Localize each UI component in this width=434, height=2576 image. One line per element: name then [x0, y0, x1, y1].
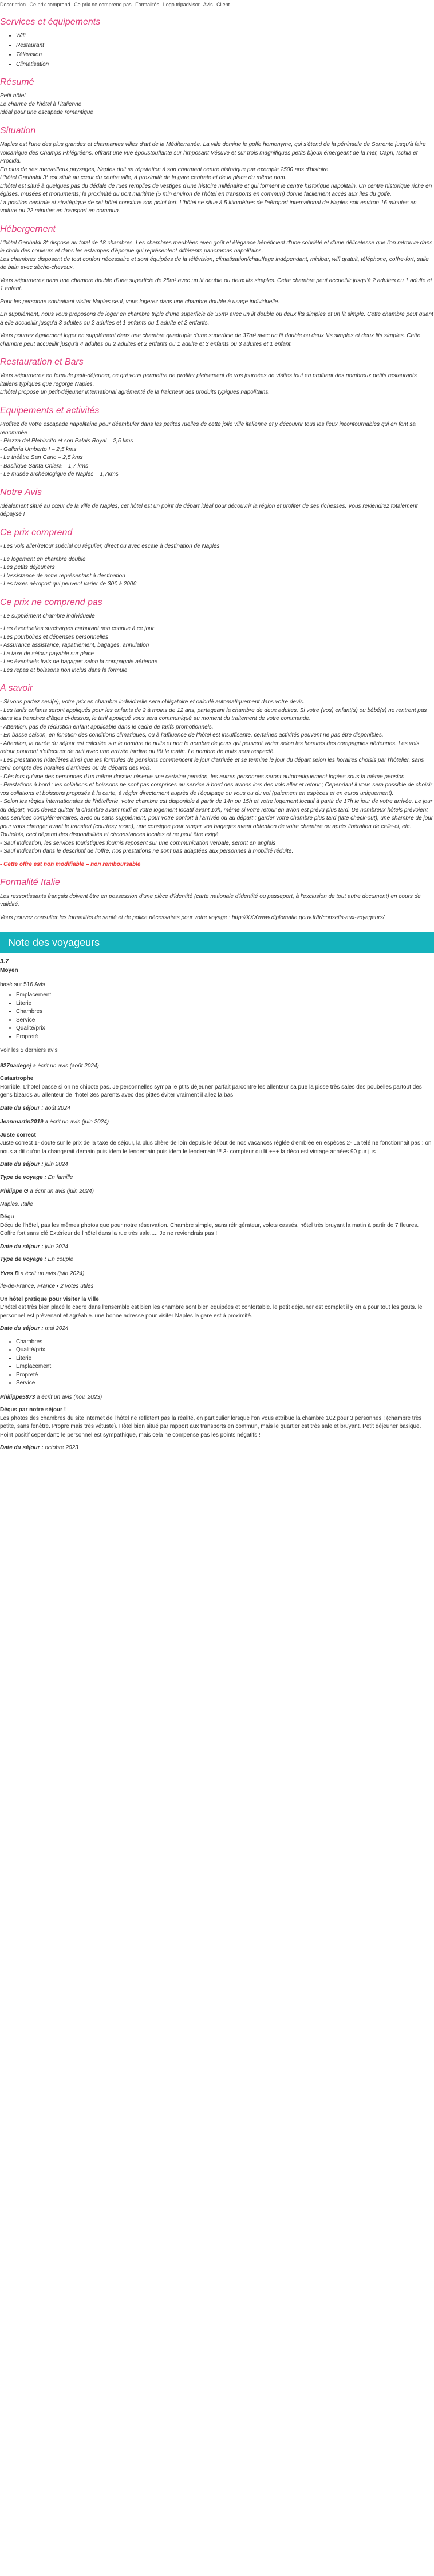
review-author: Philippe5873 — [0, 1394, 35, 1400]
list-item: - Galleria Umberto I – 2,5 kms — [0, 446, 77, 453]
stay-date: août 2024 — [45, 1105, 70, 1111]
non-refundable-warning: - Cette offre est non modifiable – non remboursable — [0, 861, 141, 868]
situation-title: Situation — [0, 125, 36, 136]
list-item: • Propreté — [16, 1371, 434, 1380]
list-item: - Le logement en chambre double — [0, 556, 86, 563]
trip-type-label: Type de voyage : — [0, 1256, 46, 1263]
resume-title: Résumé — [0, 77, 34, 88]
list-item: - Les tarifs enfants seront appliqués pour les enfants de 2 à moins de 12 ans, partageant la chambre de deux adultes. Si votre (vos) enfant(s) ou bébé(s) ne rentrent pas dans les tranches d'âges ci-dessus, le tarif appliqué vous sera communiqué au moment du traitement de votre commande. — [0, 707, 427, 722]
notre-avis-title: Notre Avis — [0, 487, 42, 497]
restauration-title: Restauration et Bars — [0, 357, 84, 367]
resume-line: Le charme de l'hôtel à l'italienne — [0, 101, 82, 108]
resume-line: Idéal pour une escapade romantique — [0, 109, 93, 116]
list-item: • Service — [16, 1379, 434, 1388]
trip-type: En couple — [48, 1256, 74, 1263]
equipements-title: Equipements et activités — [0, 405, 100, 416]
review-count: basé sur 516 Avis — [0, 981, 45, 988]
list-item: • Qualité/prix — [16, 1346, 434, 1355]
situation-text: La position centrale et stratégique de cet hôtel constitue son point fort. L'hôtel se situe à 5 kilomètres de l'aéroport international de Naples soit environ 16 minutes en voiture ou 22 minutes en transport en commun. — [0, 199, 417, 215]
situation-text: Naples est l'une des plus grandes et charmantes villes d'art de la Méditerranée. La ville domine le golfe homonyme, qui s'étend de la péninsule de Sorrente jusqu'à faire volcanique des Champs Phlégréens, offrant une vue époustouflante sur l'imposant Vésuve et sur trois magnifiques petits bijoux émergeant de la mer, Capri, Ischia et Procida. — [0, 141, 426, 165]
list-item: • Chambres — [16, 1008, 434, 1016]
list-item: - Les petits déjeuners — [0, 564, 55, 571]
review-author: Yves B — [0, 1270, 19, 1277]
list-item: - Les prestations hôtelières ainsi que les formules de pensions commencent le jour d'arrivée et se termine le jour du départ selon les horaires choisis par l'hôtelier, sans tenir compte des horaires d'arrivées ou de départs des vols. — [0, 757, 424, 772]
formalite-text[interactable]: Vous pouvez consulter les formalités de santé et de police nécessaires pour votre voyage : http://XXXwww.diplomatie.gouv.fr/fr/conseils-aux-voyageurs/ — [0, 914, 385, 921]
stay-label: Date du séjour : — [0, 1325, 44, 1332]
list-item: - Assurance assistance, rapatriement, bagages, annulation — [0, 642, 149, 649]
review-title: Catastrophe — [0, 1075, 34, 1082]
formalite-title: Formalité Italie — [0, 877, 60, 888]
review-card — [0, 1394, 434, 1453]
list-item: - Basilique Santa Chiara – 1,7 kms — [0, 462, 88, 469]
list-item: - Si vous partez seul(e), votre prix en chambre individuelle sera obligatoire et calculé automatiquement dans votre devis. — [0, 699, 305, 706]
list-item: • Chambres — [16, 1338, 434, 1347]
nav-avis[interactable]: Avis — [203, 2, 213, 7]
review-card — [0, 1118, 434, 1182]
review-body: Les photos des chambres du site internet de l'hôtel ne reflètent pas la réalité, en particulier lorsque l'on vous attribue la chambre 102 pour 3 personnes ! (chambre très petite, sans fenêtre. Propre mais très vétuste). Hôtel bien situé par rapport aux transports en commun, mais le quartier est très sale et bruyant. Petit déjeuner basique. Point positif cependant: le personnel est sympathique, mais cela ne compense pas les points négatifs ! — [0, 1415, 422, 1438]
list-item: - Les éventuels frais de bagages selon la compagnie aérienne — [0, 659, 158, 666]
review-meta: a écrit un avis (juin 2024) — [20, 1270, 85, 1277]
list-item: - Les pourboires et dépenses personnelles — [0, 634, 109, 640]
review-body: Déçu de l'hôtel, pas les mêmes photos que pour notre réservation. Chambre simple, sans réfrigérateur, volets cassés, hôtel très bruyant la matin à partir de 7 fleures. Coffre fort sans clé Extérieur de l'hôtel dans la rue très sale..... Je ne reviendrais pas ! — [0, 1222, 419, 1237]
equipements-intro: Profitez de votre escapade napolitaine pour déambuler dans les petites ruelles de cette jolie ville italienne et y découvrir tous les lieux incontournables qui en font sa renommée : — [0, 421, 416, 436]
list-item: - Selon les règles internationales de l'hôtellerie, votre chambre est disponible à partir de 14h ou 15h et votre logement locatif à partir de 17h le jour de votre arrivée. Le jour du départ, vous devez quitter la chambre avant midi et votre logement locatif avant 10h, même si votre retour en avion est prévu plus tard. De nombreux hôtels prévoient des services complémentaires, avec ou sans supplément, pour votre confort à l'arrivée ou au départ : garder votre chambre plus tard (late check-out), une chambre de jour pour vous changer avant le transfert (courtesy room), une consigne pour ranger vos bagages avant obtention de votre chambre ou après libération de celle-ci, etc. Toutefois, ceci dépend des disponibilités et circonstances locales et ne peut être exigé. — [0, 798, 433, 838]
stay-date: juin 2024 — [45, 1243, 68, 1250]
list-item: • Qualité/prix — [16, 1024, 434, 1033]
list-item: - Attention, la durée du séjour est calculée sur le nombre de nuits et non le nombre de jours qui peuvent varier selon les horaires des compagnies aériennes. Les vols retour pourront s'effectuer de nuit avec une arrivée tardive ou tôt le matin. Le nombre de nuits sera respecté. — [0, 740, 420, 755]
stay-date: juin 2024 — [45, 1161, 68, 1168]
criteria-list — [0, 991, 434, 1041]
list-item: • Emplacement — [16, 991, 434, 1000]
list-item: - Attention, pas de réduction enfant applicable dans le cadre de tarifs promotionnels. — [0, 723, 214, 730]
top-nav — [0, 0, 434, 9]
nav-ce-prix-comprend[interactable]: Ce prix comprend — [29, 2, 70, 7]
list-item: • Emplacement — [16, 1363, 434, 1371]
review-body: L'hôtel est très bien placé le cadre dans l'ensemble est bien les chambre sont bien equipées et confortable. le petit déjeuner est complet il y en a pour tout les gouts. le personnel est prévenant et agréable. une bonne adresse pour visiter Naples la gare est à proximité. — [0, 1304, 423, 1319]
list-item: - Les taxes aéroport qui peuvent varier de 30€ à 200€ — [0, 581, 136, 588]
list-item: • Literie — [16, 1000, 434, 1008]
nav-ce-prix-ne-comprend-pas[interactable]: Ce prix ne comprend pas — [74, 2, 132, 7]
review-author: Philippe G — [0, 1188, 29, 1195]
list-item: - Les éventuelles surcharges carburant non connue à ce jour — [0, 626, 155, 632]
stay-date: mai 2024 — [45, 1325, 69, 1332]
notre-avis-text: Idéalement situé au cœur de la ville de Naples, cet hôtel est un point de départ idéal pour découvrir la région et profiter de ses richesses. Vous reviendrez totalement dépaysé ! — [0, 502, 418, 518]
last-reviews-link[interactable]: Voir les 5 derniers avis — [0, 1047, 58, 1054]
review-card — [0, 1062, 434, 1113]
list-item: - La taxe de séjour payable sur place — [0, 650, 94, 657]
situation-text: L'hôtel est situé à quelques pas du dédale de rues remplies de vestiges d'une histoire millénaire et qui forment le centre historique napolitain. Un centre historique riche en églises, musées et monuments; la proximité du port maritime (5 min environ de l'hôtel en transports en commun) donne facilement accès aux îles du golfe. — [0, 183, 432, 198]
nav-description[interactable]: Description — [0, 2, 26, 7]
nav-client[interactable]: Client — [216, 2, 230, 7]
hebergement-text: Les chambres disposent de tout confort nécessaire et sont équipées de la télévision, climatisation/chauffage indépendant, minibar, wifi gratuit, téléphone, coffre-fort, salle de bain avec sèche-cheveux. — [0, 256, 429, 271]
stay-label: Date du séjour : — [0, 1445, 44, 1451]
review-meta: a écrit un avis (juin 2024) — [30, 1188, 94, 1195]
review-title: Déçus par notre séjour ! — [0, 1407, 66, 1414]
restauration-text: L'hôtel propose un petit-déjeuner international agrémenté de la fraîcheur des produits typiques napolitains. — [0, 389, 270, 396]
a-savoir-title: A savoir — [0, 683, 33, 694]
review-score-label: Moyen — [0, 967, 18, 974]
prix-ne-comprend-pas-title: Ce prix ne comprend pas — [0, 597, 102, 607]
hebergement-text: Vous séjournerez dans une chambre double d'une superficie de 25m² avec un lit double ou deux lits simples. Cette chambre peut accueillir jusqu'à 2 adultes ou 1 adulte et 1 enfant. — [0, 277, 432, 292]
review-title: Déçu — [0, 1214, 14, 1221]
list-item: - Prestations à bord : les collations et boissons ne sont pas comprises au service à bord des avions lors des vols aller et retour ; Cependant il vous sera possible de choisir vos collations et boissons proposés à la carte, à régler directement auprès de l'équipage ou vous ou du vol (paiement en espèces et en euros uniquement). — [0, 782, 432, 797]
review-body: Juste correct 1- doute sur le prix de la taxe de séjour, la plus chère de loin depuis le début de nos vacances réglée d'emblée en espèces 2- La télé ne fonctionnait pas : on nous a dit qu'on la changerait demain puis idem le lendemain puis idem le lendemain !!! 3- compteur du lit +++ la déco est vintage années 90 pur jus — [0, 1140, 432, 1155]
review-meta: a écrit un avis (nov. 2023) — [36, 1394, 102, 1400]
list-item: - Le musée archéologique de Naples – 1,7kms — [0, 471, 119, 478]
review-meta: a écrit un avis (juin 2024) — [45, 1119, 109, 1126]
prix-comprend-title: Ce prix comprend — [0, 527, 73, 537]
nav-formalites[interactable]: Formalités — [135, 2, 160, 7]
review-title: Juste correct — [0, 1131, 36, 1138]
list-item: • Télévision — [16, 51, 434, 60]
review-card — [0, 1188, 434, 1264]
resume-line: Petit hôtel — [0, 93, 26, 100]
review-location: Île-de-France, France • 2 votes utiles — [0, 1283, 94, 1290]
list-item: - Piazza del Plebiscito et son Palais Royal – 2,5 kms — [0, 438, 133, 445]
situation-text: En plus de ses merveilleux paysages, Naples doit sa réputation à son charmant centre historique par exemple 2500 ans d'histoire. — [0, 166, 330, 173]
list-item: • Literie — [16, 1355, 434, 1363]
hebergement-text: En supplément, nous vous proposons de loger en chambre triple d'une superficie de 35m² avec un lit double ou deux lits simples et un lit simple. Cette chambre peut quant à elle accueillir jusqu'à 3 adultes ou 2 adultes et 1 enfants ou 1 adulte et 2 enfants. — [0, 311, 433, 326]
reviews-header: Note des voyageurs — [0, 932, 434, 953]
restauration-text: Vous séjournerez en formule petit-déjeuner, ce qui vous permettra de profiter pleinement de vos journées de visites tout en profitant des nombreux petits restaurants italiens typiques que regorge Naples. — [0, 373, 417, 387]
list-item: • Propreté — [16, 1033, 434, 1042]
stay-label: Date du séjour : — [0, 1161, 44, 1168]
stay-date: octobre 2023 — [45, 1445, 78, 1451]
hebergement-text: L'hôtel Garibaldi 3* dispose au total de 18 chambres. Les chambres meublées avec goût et élégance bénéficient d'une sobriété et d'une délicatesse que l'on retrouve dans le choix des couleurs et dans les estampes d'époque qui représentent différents panoramas napolitains. — [0, 239, 433, 255]
review-criteria-list — [0, 1338, 434, 1388]
stay-label: Date du séjour : — [0, 1243, 44, 1250]
situation-text: L'hôtel Garibaldi 3* est situé au cœur du centre ville, à proximité de la gare centrale et de la place du même nom. — [0, 175, 287, 181]
review-location: Naples, Italie — [0, 1201, 33, 1208]
list-item: - Le supplément chambre individuelle — [0, 612, 95, 619]
list-item: - En basse saison, en fonction des conditions climatiques, ou à l'affluence de l'hôtel est insuffisante, certaines activités peuvent ne pas être disponibles. — [0, 732, 384, 739]
list-item: - Le théâtre San Carlo – 2,5 kms — [0, 454, 83, 461]
list-item: - Sauf indication, les services touristiques fournis reposent sur une communication verbale, seront en anglais — [0, 840, 276, 846]
review-card — [0, 1270, 434, 1388]
trip-type-label: Type de voyage : — [0, 1174, 46, 1181]
list-item: - Sauf indication dans le descriptif de l'offre, nos prestations ne sont pas adaptées aux personnes à mobilité réduite. — [0, 848, 294, 855]
stay-label: Date du séjour : — [0, 1105, 44, 1111]
nav-logo-tripadvisor[interactable]: Logo tripadvisor — [163, 2, 200, 7]
review-body: Horrible. L'hotel passe si on ne chipote pas. Je personnelles sympa le ptits déjeuner parfait parcontre les allenteur sa pue la pisse très sales des poubelles partout des gens bizards au allenteur de l'hotel 3es parents avec des pittes éviter vraiment il allez la bas — [0, 1083, 422, 1099]
services-list — [0, 32, 434, 69]
list-item: • Service — [16, 1016, 434, 1025]
services-title: Services et équipements — [0, 17, 101, 27]
list-item: - L'assistance de notre représentant à destination — [0, 572, 125, 579]
list-item: - Les vols aller/retour spécial ou régulier, direct ou avec escale à destination de Naples — [0, 543, 220, 550]
trip-type: En famille — [48, 1174, 73, 1181]
review-author: 927nadegej — [0, 1062, 31, 1069]
list-item: - Dès lors qu'une des personnes d'un même dossier réserve une certaine pension, les autres personnes seront automatiquement logées sous la même pension. — [0, 773, 407, 780]
formalite-text: Les ressortissants français doivent être en possession d'une pièce d'identité (carte nationale d'identité ou passeport, à l'exclusion de tout autre document) en cours de validité. — [0, 893, 421, 908]
list-item: • Wifi — [16, 32, 434, 41]
hebergement-title: Hébergement — [0, 224, 56, 234]
list-item: • Restaurant — [16, 42, 434, 50]
review-title: Un hôtel pratique pour visiter la ville — [0, 1296, 99, 1303]
review-author: Jeanmartin2019 — [0, 1119, 44, 1126]
list-item: - Les repas et boissons non inclus dans la formule — [0, 667, 128, 674]
hebergement-text: Vous pourrez également loger en supplément dans une chambre quadruple d'une superficie de 37m² avec un lit double ou deux lits simples et deux lits simples. Cette chambre peut accueillir jusqu'à 4 adultes ou 2 adultes et 2 enfants ou 1 adulte et 3 enfants ou 3 adultes et 1 enfant. — [0, 333, 421, 347]
review-meta: a écrit un avis (août 2024) — [33, 1062, 99, 1069]
review-score: 3.7 — [0, 958, 9, 965]
hebergement-text: Pour les personne souhaitant visiter Naples seul, vous logerez dans une chambre double à usage individuelle. — [0, 298, 280, 305]
list-item: • Climatisation — [16, 61, 434, 69]
